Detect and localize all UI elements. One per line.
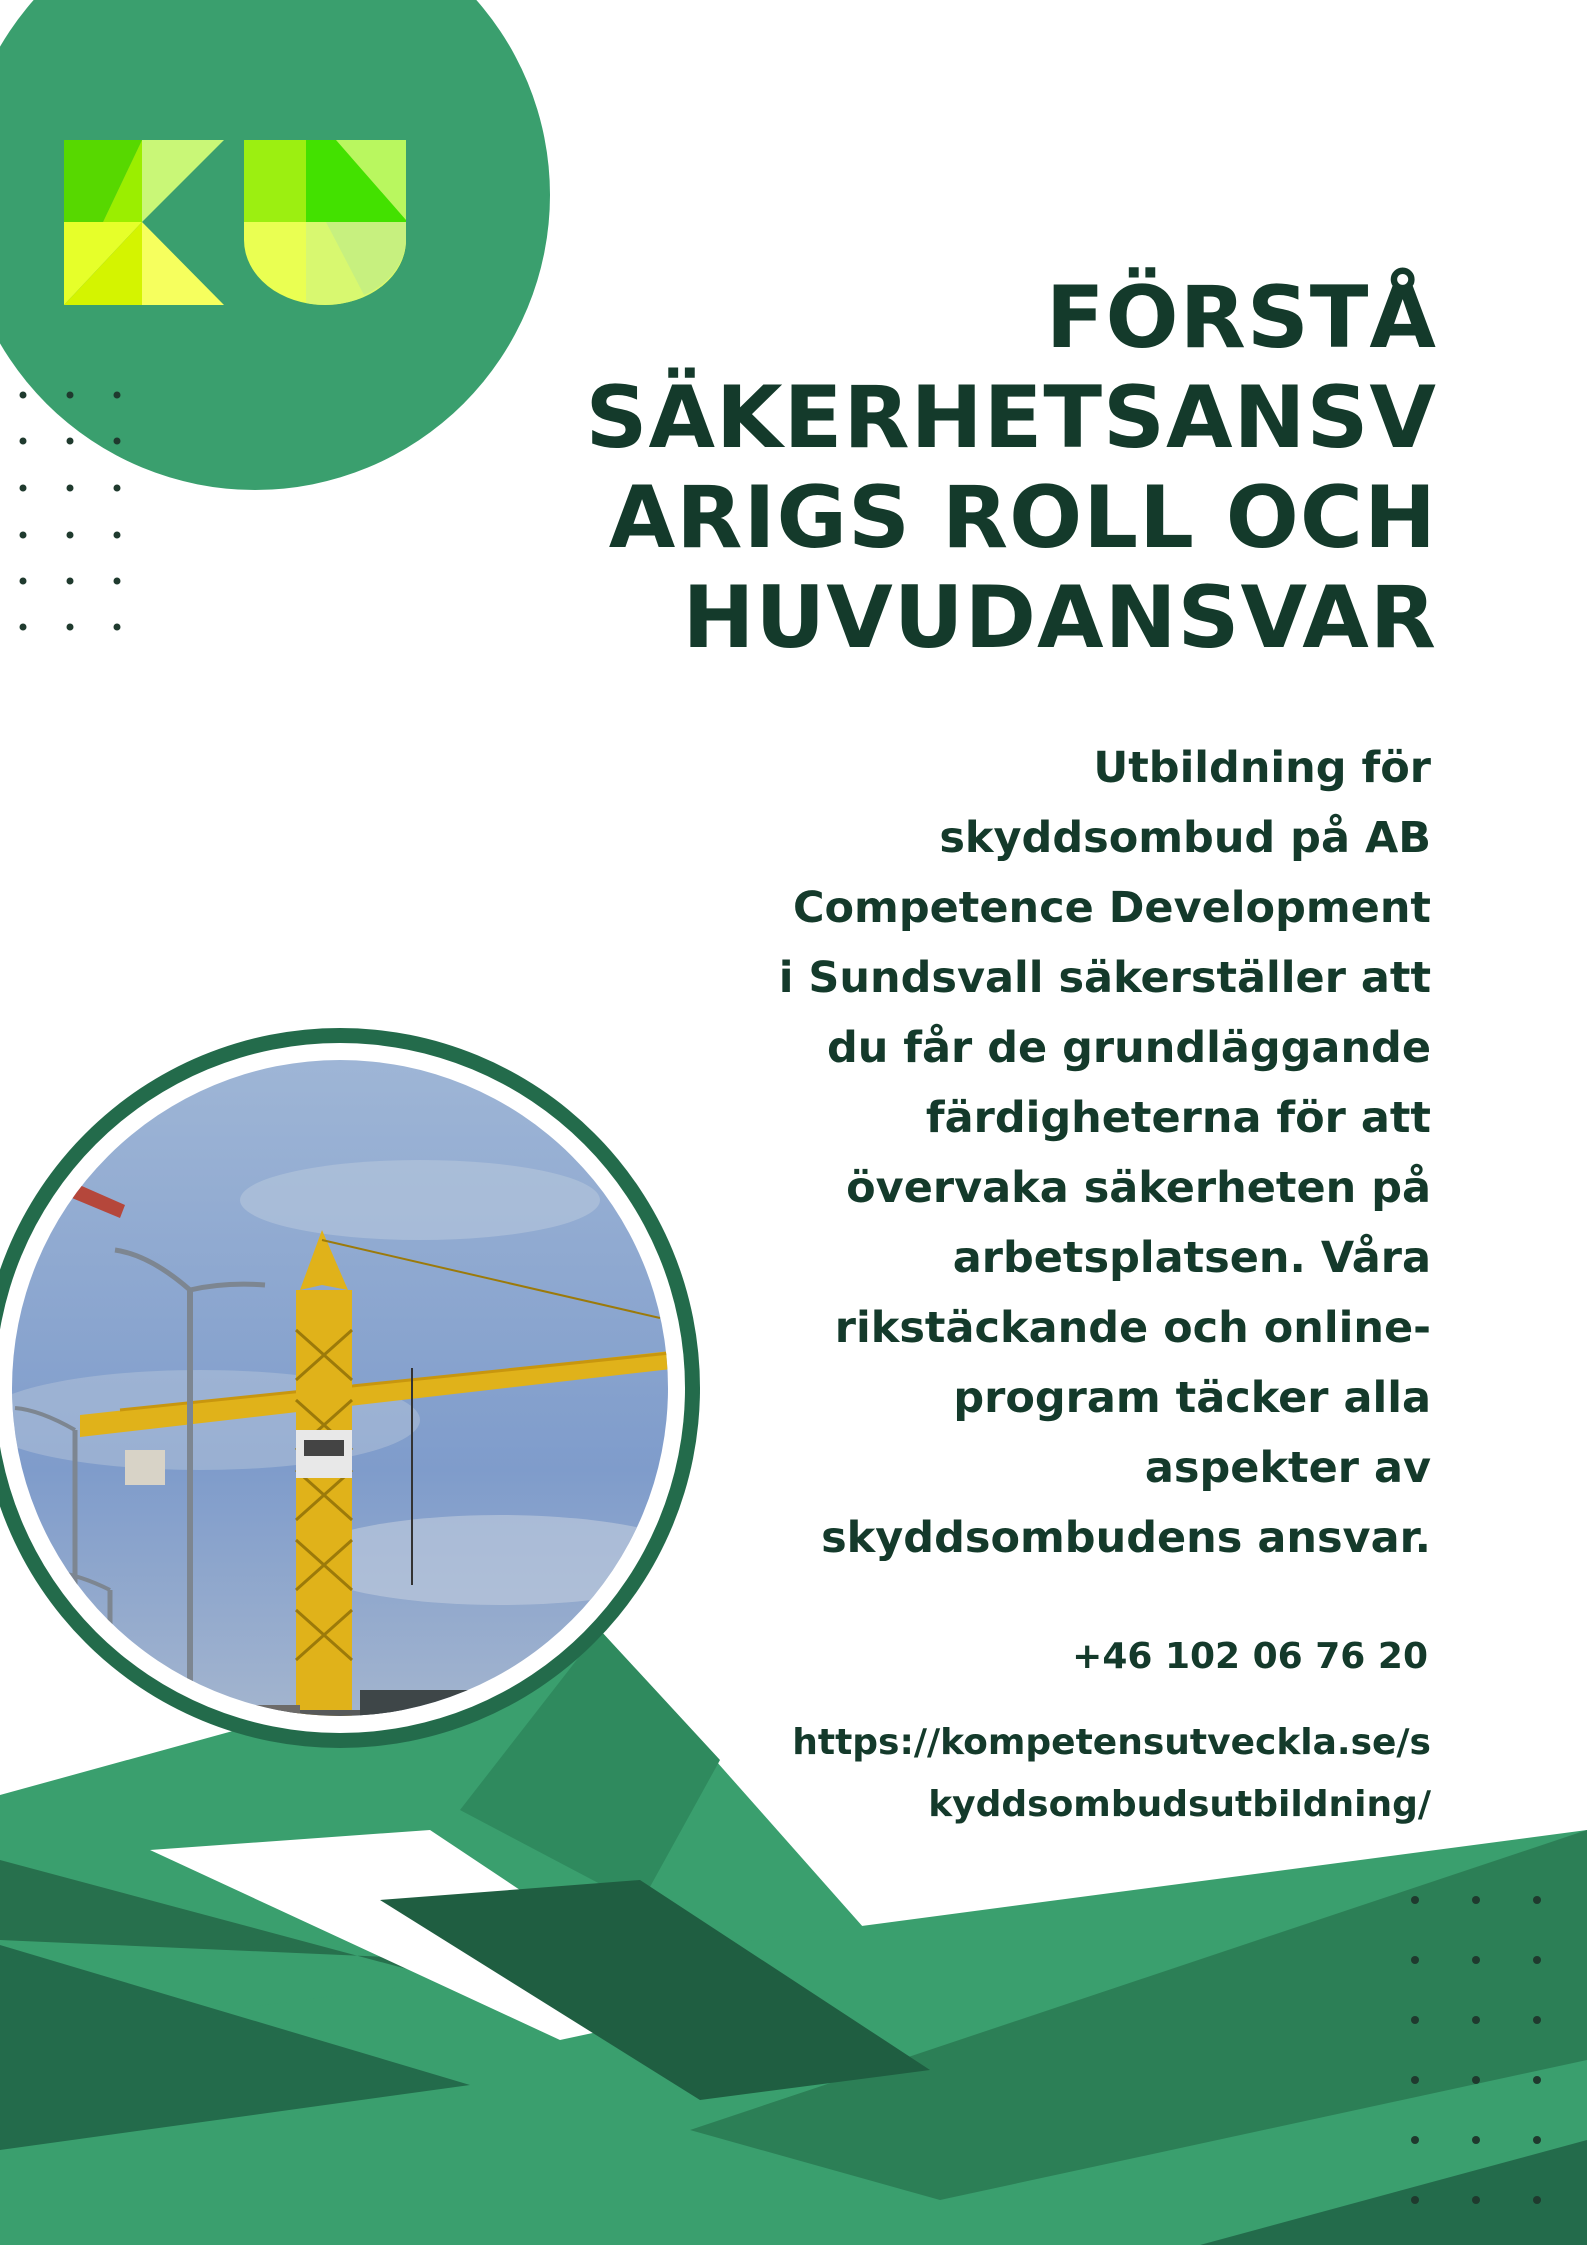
website-link[interactable] — [711, 1712, 1431, 1836]
body-line: övervaka säkerheten på — [846, 1163, 1431, 1213]
body-line: skyddsombudens ansvar. — [821, 1513, 1431, 1563]
body-line: färdigheterna för att — [925, 1093, 1431, 1143]
url-line: kyddsombudsutbildning/ — [928, 1784, 1431, 1825]
body-line: Competence Development — [792, 883, 1431, 933]
title-line: FÖRSTÅ — [1045, 268, 1437, 368]
body-line: aspekter av — [1144, 1443, 1431, 1493]
description-paragraph — [671, 733, 1431, 1573]
url-line: https://kompetensutveckla.se/s — [792, 1722, 1431, 1763]
body-line: skyddsombud på AB — [939, 813, 1431, 863]
title-line: HUVUDANSVAR — [682, 568, 1437, 668]
body-line: rikstäckande och online- — [834, 1303, 1431, 1353]
page-title — [437, 268, 1437, 668]
phone-number[interactable]: +46 102 06 76 20 — [1072, 1636, 1428, 1677]
title-line: SÄKERHETSANSV — [585, 368, 1437, 468]
body-line: i Sundsvall säkerställer att — [778, 953, 1431, 1003]
body-line: du får de grundläggande — [826, 1023, 1431, 1073]
body-line: program täcker alla — [953, 1373, 1431, 1423]
ku-logo-icon — [64, 140, 408, 305]
body-line: arbetsplatsen. Våra — [952, 1233, 1431, 1283]
body-line: Utbildning för — [1093, 743, 1431, 793]
title-line: ARIGS ROLL OCH — [608, 468, 1437, 568]
